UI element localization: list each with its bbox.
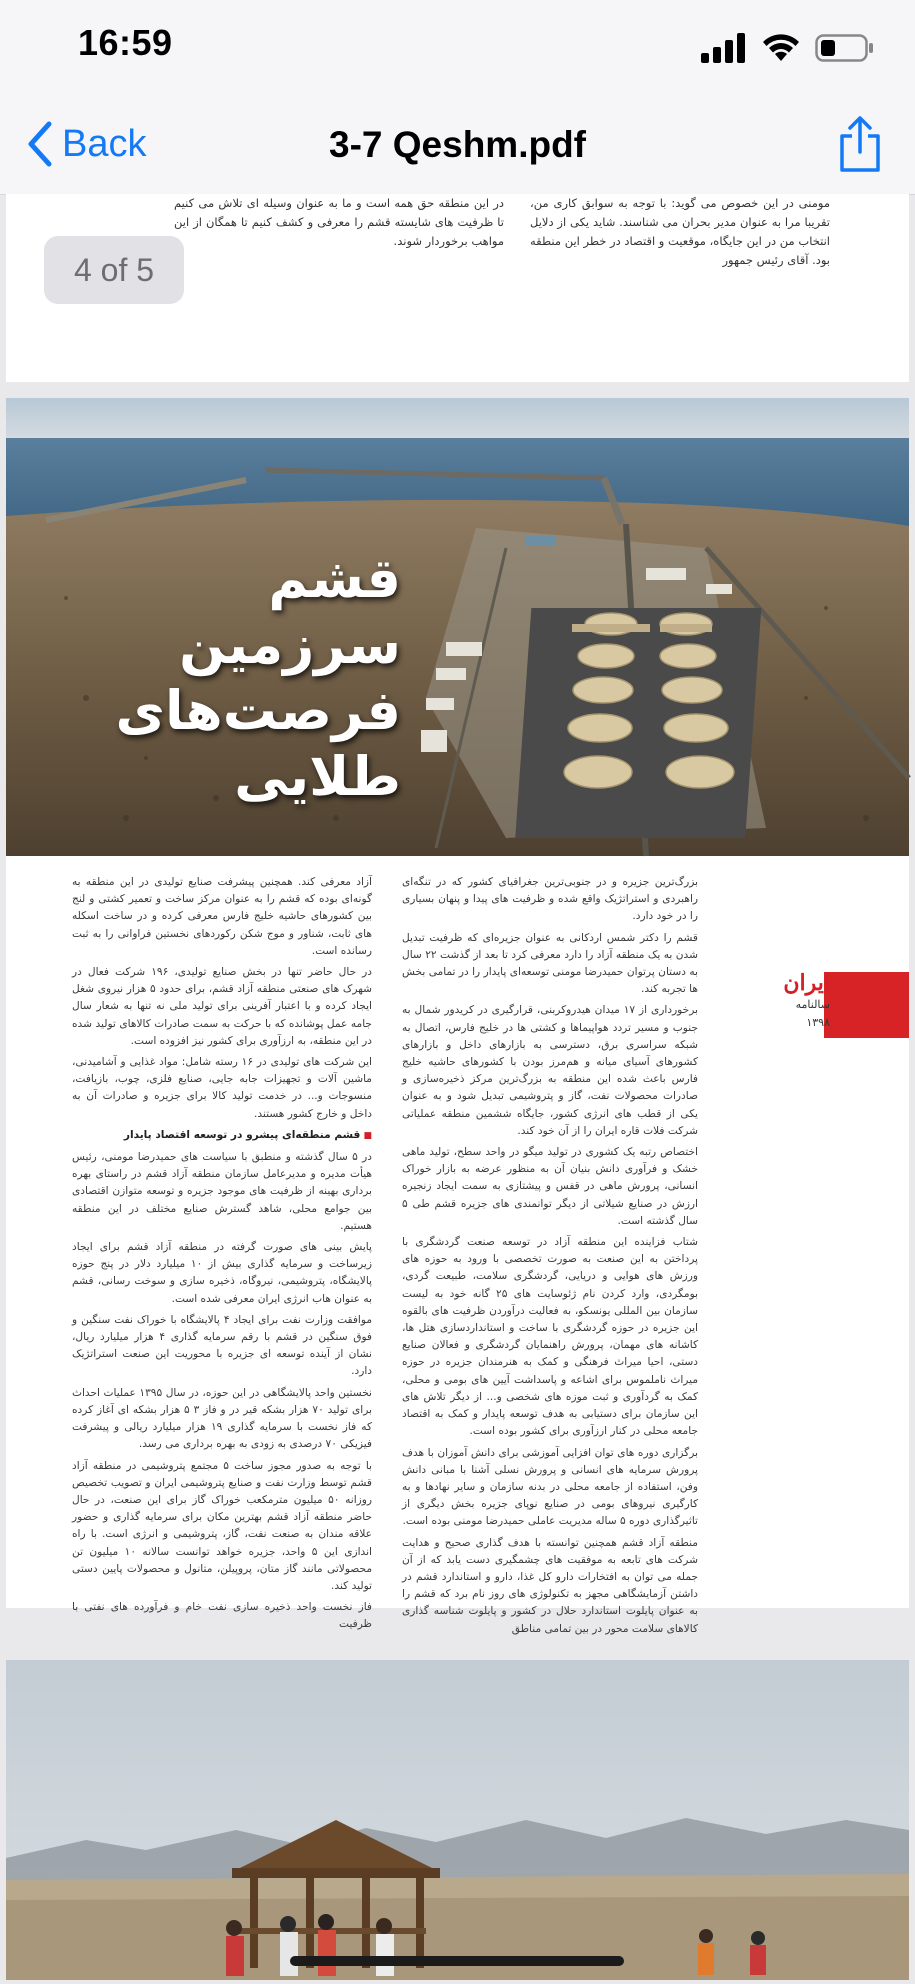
paragraph: منطقه آزاد قشم همچنین توانسته با هدف گذاری صحیح و هدایت شرکت های تابعه به موفقیت های چشمگیری دست یابد که از آن جمله می توان به افتخارات دارو کل غذا، دارو و استاندارد قشم در داشتن آزمایشگاهی مجهز به تکنولوژی های روز نام برد که قشم را به عنوان پایلوت استاندارد حلال در کشور و پایلوت شناسه گذاری کالاهای سلامت محور در بین تمامی مناطق <box>402 1536 698 1635</box>
wifi-icon <box>761 33 801 63</box>
article-headline <box>115 546 401 810</box>
paragraph: قشم را دکتر شمس اردکانی به عنوان جزیره‌ای که ظرفیت تبدیل شدن به یک منطقه آزاد را دارد معرفی کرد تا بعد از گذشت ۲۲ سال به دستان پرتوان حمیدرضا مومنی توسعه‌ای پایدار را در تمامی بخش ها تجربه کند. <box>402 931 698 996</box>
share-icon <box>837 116 883 174</box>
paragraph: در حال حاضر تنها در بخش صنایع تولیدی، ۱۹۶ شرکت فعال در شهرک های صنعتی منطقه آزاد قشم، برای حدود ۵ هزار نیروی شغل ایجاد کرده و با اعتبار آفرینی برای تولید ملی نه تنها به شعار سال جامه عمل پوشانده که با حرکت به سمت صادرات کالاهای تولید شده در این منطقه، به ارزآوری برای کشور نیز افزوده است. <box>72 966 373 1047</box>
headline-line: فرصت‌های <box>115 679 401 742</box>
paragraph: آزاد معرفی کند. همچنین پیشرفت صنایع تولیدی در این منطقه به گونه‌ای بوده که قشم را به عنوان مرکز ساخت و تعمیر کشتی و لنج بین کشورهای حاشیه خلیج فارس معرفی کرده و در ساخت اسکله های ثابت، شناور و موج شکن رکوردهای نخستین فراوانی را به ثبت رسانده است. <box>72 876 372 957</box>
home-indicator <box>290 1956 624 1966</box>
section-red-tab <box>824 972 909 1038</box>
logo-label: سالنامه <box>795 998 830 1011</box>
paragraph: شتاب فزاینده این منطقه آزاد در توسعه صنعت گردشگری با پرداختن به این صنعت به صورت تخصصی با ورود به حوزه های ورزش های هوایی و دریایی، گردشگری سلامت، طبیعت گردی، بومگردی، وارد کردن نام ژئوسایت های ۲۵ گانه خود به لیست سازمان بین المللی یونسکو، به فعالیت درآوردن ظرفیت های بالقوه این جزیره در حوزه گردشگری با ساخت و استانداردسازی هتل ها، کاشانه های مهمان، پرورش راهنمایان گردشگری و فعالان صنایع دستی، احیا میراث فرهنگی و کمک به هنرمندان جزیره در حوزه میراث ناملموس برای اشاعه و پاسداشت آیین های بومی و محلی، کمک به گردآوری و ثبت موزه های شخصی و... از دیگر تلاش های این سازمان برای دستیابی به هدف توسعه پایدار و کمک به اقتصاد جامعه محلی در کنار ارزآوری برای کشور بوده است. <box>402 1236 699 1438</box>
pdf-page-5 <box>6 398 909 1635</box>
paragraph: موافقت وزارت نفت برای ایجاد ۴ پالایشگاه با خوراک نفت سنگین و فوق سنگین در قشم با رقم سرمایه گذاری ۴ هزار میلیارد ریال، نشان از آینده توسعه ای جزیره با محوریت این صنعت استراتژیک دارد. <box>72 1313 373 1378</box>
paragraph: برخورداری از ۱۷ میدان هیدروکربنی، قرارگیری در کریدور شمال به جنوب و مسیر تردد هواپیماها و کشتی ها در خلیج فارس، اتصال به شبکه سراسری برق، دسترسی به بازارهای داخل و بازارهای کشورهای آسیای میانه و هم‌مرز بودن با کشورهای حاشیه خلیج فارس باعث شده این منطقه به بزرگ‌ترین مرکز ذخیره‌سازی و صادرات محصولات نفت، گاز و پتروشیمی تبدیل شود و به عنوان یکی از قطب های انرژی کشور، جایگاه ششمین منطقه عملیاتی شرکت فلات قاره ایران را از آن خود کند. <box>402 1004 698 1137</box>
cellular-signal-icon <box>701 33 747 63</box>
article-column-right <box>402 874 698 1642</box>
paragraph: فاز نخست واحد ذخیره سازی نفت خام و فرآورده های نفتی با ظرفیت <box>72 1601 372 1631</box>
logo-year: ۱۳۹۸ <box>806 1016 830 1029</box>
status-bar <box>0 0 915 98</box>
back-label: Back <box>62 122 147 165</box>
headline-line: طلایی <box>234 745 401 808</box>
iran-annual-logo <box>760 970 830 1032</box>
paragraph: با توجه به صدور مجوز ساخت ۵ مجتمع پتروشیمی در منطقه آزاد قشم توسط وزارت نفت و صنایع پتروشیمی ایران و تصویب تخصیص روزانه ۵۰ میلیون مترمکعب خوراک گاز برای این صنعت، در حال حاضر منطقه آزاد قشم بهترین مکان برای سرمایه گذاری و حضور علاقه مندان به صنعت نفت، گاز، پتروشیمی و انرژی است. با راه اندازی این ۵ واحد، جزیره خواهد توانست سالانه ۱۰ میلیون تن محصولاتی مانند گاز متان، پروپیلن، متانول و محصولات پایین دستی تولید کند. <box>72 1459 372 1592</box>
paragraph: اختصاص رتبه یک کشوری در تولید میگو در واحد سطح، تولید ماهی خشک و فرآوری دانش بنیان آن به منظور عرضه به بازار خوراک انسانی، پرورش ماهی در قفس و پیشتازی به سمت ایجاد زنجیره ارزش در صنایع شیلاتی از دیگر توانمندی های جزیره قشم طی ۵ سال گذشته است. <box>402 1146 698 1227</box>
prev-page-column-left: در این منطقه حق همه است و ما به عنوان وسیله ای تلاش می کنیم تا ظرفیت های شایسته قشم را معرفی و کشف کنیم تا همگان از این مواهب برخوردار شوند. <box>174 196 504 248</box>
pdf-page-6 <box>6 1660 909 1980</box>
logo-brand: ایران <box>783 970 830 996</box>
paragraph: این شرکت های تولیدی در ۱۶ رسته شامل: مواد غذایی و آشامیدنی، ماشین آلات و تجهیزات جابه جایی، صنایع فلزی، چوب، بازیافت، منسوجات و... در خدمت تولید کالا برای جزیره و صادرات آن به داخل و خارج کشور هستند. <box>72 1056 372 1120</box>
hero-aerial-photo <box>6 398 909 856</box>
navigation-bar <box>0 98 915 195</box>
document-title: 3-7 Qeshm.pdf <box>329 124 586 165</box>
page-indicator: 4 of 5 <box>44 236 184 304</box>
paragraph: در ۵ سال گذشته و منطبق با سیاست های حمیدرضا مومنی، رئیس هیأت مدیره و مدیرعامل سازمان منطقه آزاد قشم در راستای بهره برداری بهینه از ظرفیت های موجود جزیره و توسعه متوازن اقتصادی بین جوامع محلی، شاهد گسترش صنایع مختلف در این منطقه هستیم. <box>72 1151 373 1232</box>
paragraph: بزرگ‌ترین جزیره و در جنوبی‌ترین جغرافیای کشور که در تنگه‌ای راهبردی و استراتژیک واقع شده و ظرفیت های پیدا و پنهان بسیاری را در خود دارد. <box>402 876 698 923</box>
paragraph: پایش بینی های صورت گرفته در منطقه آزاد قشم برای ایجاد زیرساخت و سرمایه گذاری بیش از ۱۰ میلیارد دلار در پنج حوزه پالایشگاه، پتروشیمی، نیروگاه، ذخیره سازی و سوخت رسانی، قشم به عنوان هاب انرژی ایران معرفی شده است. <box>72 1241 372 1305</box>
aerial-port-image <box>6 398 909 856</box>
prev-page-column-right: مومنی در این خصوص می گوید: با توجه به سوابق کاری من، تقریبا مرا به عنوان مدیر بحران می شناسند. شاید یکی از دلایل انتخاب من در این جایگاه، موقعیت و اقتصاد در خطر این منطقه بود. آقای رئیس جمهور <box>530 196 830 267</box>
status-icons <box>701 30 875 66</box>
paragraph: نخستین واحد پالایشگاهی در این حوزه، در سال ۱۳۹۵ عملیات احداث برای تولید ۷۰ هزار بشکه قیر در و فاز ۳ ۵ هزار بشکه ای آغاز کرده که فاز نخست با سرمایه گذاری ۱۹ هزار میلیارد ریالی و پیشرفت فیزیکی ۷۰ درصدی به زودی به بهره برداری می رسد. <box>72 1386 372 1451</box>
status-time: 16:59 <box>78 22 173 63</box>
article-column-left <box>72 874 372 1638</box>
subheading: ■ قشم منطقه‌ای پیشرو در توسعه اقتصاد پایدار <box>72 1127 372 1145</box>
battery-icon <box>815 33 875 63</box>
headline-line: سرزمین <box>179 613 401 676</box>
paragraph: برگزاری دوره های توان افزایی آموزشی برای دانش آموزان با هدف پرورش سرمایه های انسانی و پرورش نسلی آشنا با مبانی دانش وفن، استفاده از جامعه محلی در بدنه سازمان و سایر نهادها و به کارگیری نیروهای بومی در صنایع نوپای جزیره بخش دیگری از تاثیرگذاری دوره ۵ ساله مدیریت عاملی حمیدرضا مومنی بوده است. <box>402 1446 698 1528</box>
beach-gazebo-photo <box>6 1660 909 1980</box>
headline-line: قشم <box>268 547 401 610</box>
share-button[interactable] <box>837 116 883 178</box>
